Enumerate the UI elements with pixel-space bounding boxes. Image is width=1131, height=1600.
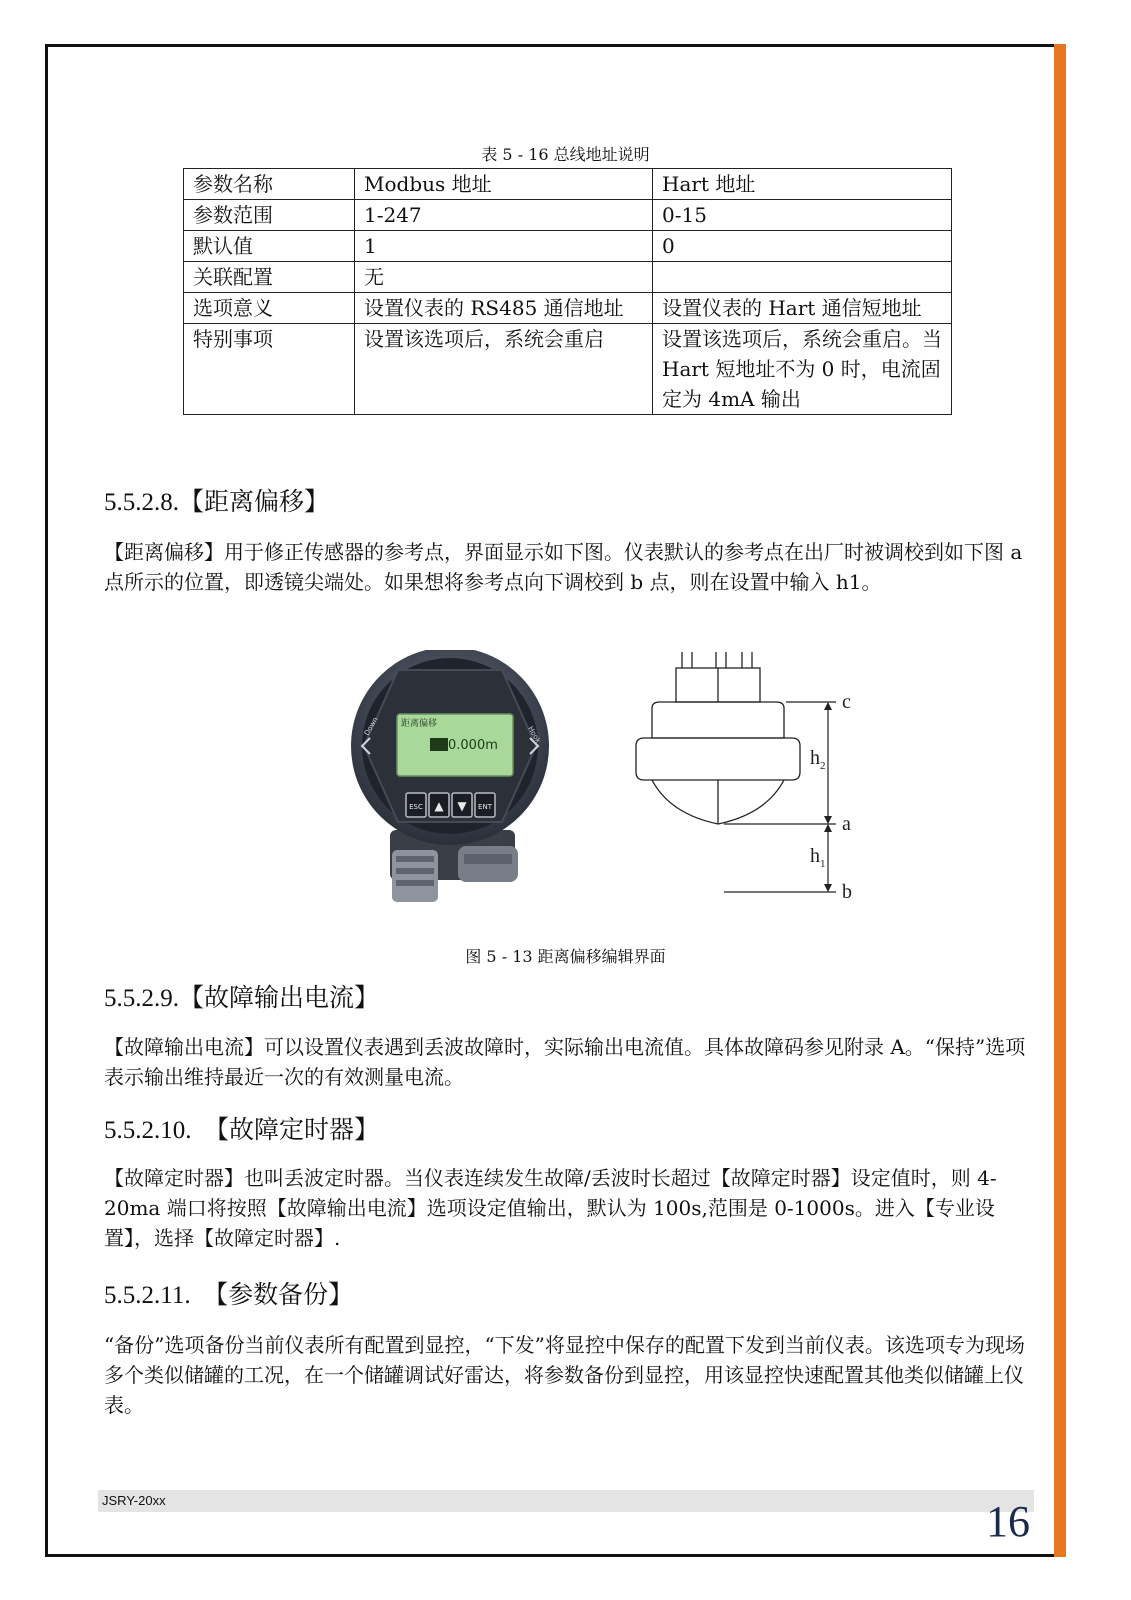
- table-cell: 1-247: [355, 200, 653, 231]
- table-cell: 参数范围: [184, 200, 355, 231]
- dimension-label-h2: $h_2$: [810, 747, 826, 772]
- table-row: [184, 324, 952, 415]
- section-heading-fault-timer: 5.5.2.10. 【故障定时器】: [104, 1117, 380, 1144]
- table-cell: 0-15: [653, 200, 952, 231]
- section-body-fault-timer: 【故障定时器】也叫丢波定时器。当仪表连续发生故障/丢波时长超过【故障定时器】设定值时，则 4-20ma 端口将按照【故障输出电流】选项设定值输出，默认为 100s,范围是 0-1000s。进入【专业设置】，选择【故障定时器】.: [104, 1166, 997, 1250]
- key-esc: [406, 793, 426, 817]
- key-up: [429, 793, 449, 817]
- table-row: [184, 169, 952, 200]
- bus-address-table: [183, 168, 952, 415]
- side-label-left: Down: [362, 715, 380, 737]
- footer-bar: [98, 1490, 1034, 1512]
- table-row: [184, 200, 952, 231]
- table-row: [184, 262, 952, 293]
- table-cell: 关联配置: [184, 262, 355, 293]
- section-body-fault-current: 【故障输出电流】可以设置仪表遇到丢波故障时，实际输出电流值。具体故障码参见附录 A。“保持”选项表示输出维持最近一次的有效测量电流。: [104, 1035, 1026, 1089]
- section-heading-param-backup: 5.5.2.11. 【参数备份】: [104, 1282, 354, 1309]
- svg-text:▼: ▼: [457, 799, 467, 813]
- table-cell: [653, 262, 952, 293]
- dimension-label-h1: $h_1$: [810, 845, 826, 870]
- table-cell: 默认值: [184, 231, 355, 262]
- section-heading-distance-offset: 5.5.2.8.【距离偏移】: [104, 489, 330, 516]
- svg-text:ESC: ESC: [409, 803, 423, 811]
- table-cell: Hart 地址: [653, 169, 952, 200]
- key-ent: [475, 793, 495, 817]
- table-cell: 0: [653, 231, 952, 262]
- table-cell: 设置该选项后，系统会重启。当 Hart 短地址不为 0 时，电流固定为 4mA 输出: [653, 324, 952, 415]
- svg-text:▲: ▲: [434, 799, 444, 813]
- point-label-c: c: [842, 691, 851, 713]
- table-cell: Modbus 地址: [355, 169, 653, 200]
- point-label-b: b: [842, 881, 852, 903]
- lcd-title: 距离偏移: [401, 719, 438, 729]
- sensor-profile-diagram: [630, 652, 880, 916]
- table-cell: 无: [355, 262, 653, 293]
- table-row: [184, 293, 952, 324]
- table-cell: 特别事项: [184, 324, 355, 415]
- page-accent-bar: [1054, 44, 1066, 1557]
- table-cell: 设置仪表的 RS485 通信地址: [355, 293, 653, 324]
- figure-caption: 图 5 - 13 距离偏移编辑界面: [465, 947, 666, 966]
- cable-gland-left: [392, 850, 438, 902]
- section-body-distance-offset: 【距离偏移】用于修正传感器的参考点，界面显示如下图。仪表默认的参考点在出厂时被调校到如下图 a 点所示的位置，即透镜尖端处。如果想将参考点向下调校到 b 点，则在设置中输入 h1。: [104, 540, 1023, 594]
- svg-text:ENT: ENT: [478, 803, 492, 811]
- table-cell: 参数名称: [184, 169, 355, 200]
- point-label-a: a: [842, 813, 851, 835]
- cable-gland-right: [458, 846, 518, 882]
- table-cell: 选项意义: [184, 293, 355, 324]
- section-heading-fault-current: 5.5.2.9.【故障输出电流】: [104, 985, 380, 1012]
- side-label-right: Hook: [526, 725, 543, 745]
- device-front-illustration: [340, 650, 560, 914]
- section-body-param-backup: “备份”选项备份当前仪表所有配置到显控，“下发”将显控中保存的配置下发到当前仪表。该选项专为现场多个类似储罐的工况，在一个储罐调试好雷达，将参数备份到显控，用该显控快速配置其他类似储罐上仪表。: [104, 1333, 1025, 1417]
- key-down: [452, 793, 472, 817]
- table-row: [184, 231, 952, 262]
- page-number: 16: [986, 1497, 1030, 1546]
- table-cell: 设置该选项后，系统会重启: [355, 324, 653, 415]
- lcd-value: 0.000m: [448, 738, 498, 753]
- document-code: JSRY-20xx: [102, 1493, 166, 1508]
- table-cell: 1: [355, 231, 653, 262]
- table-cell: 设置仪表的 Hart 通信短地址: [653, 293, 952, 324]
- table-caption: 表 5 - 16 总线地址说明: [481, 145, 650, 164]
